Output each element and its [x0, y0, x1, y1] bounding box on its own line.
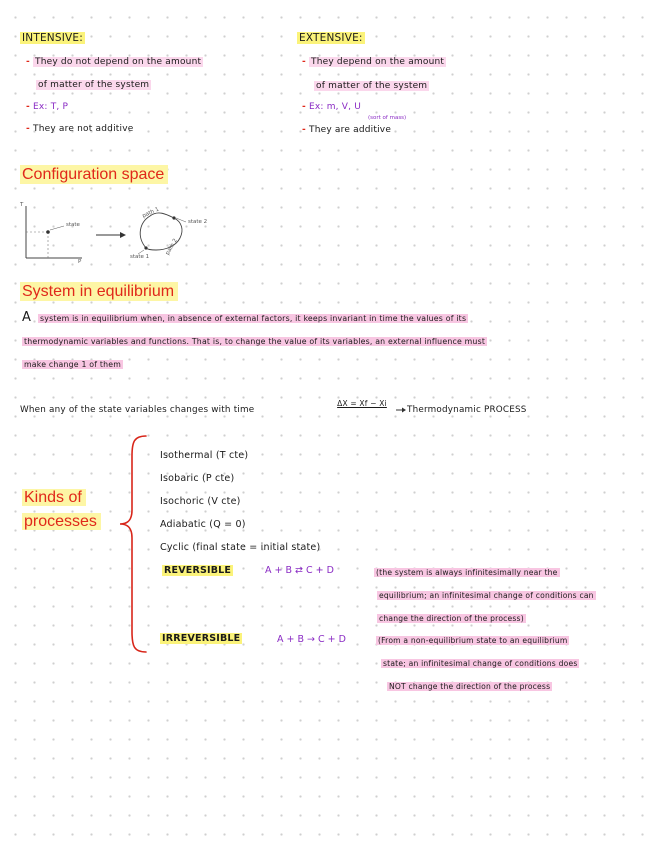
- equilibrium-dropcap: A: [22, 310, 31, 325]
- process-arrow-icon: [396, 406, 406, 414]
- intensive-bullet-1-cont: of matter of the system: [38, 80, 150, 90]
- kinds-item-isobaric: Isobaric (P cte): [160, 473, 235, 484]
- config-space-title: Configuration space: [20, 164, 168, 184]
- intensive-bullet-3: - They are not additive: [26, 124, 134, 134]
- configuration-space-figure: [16, 200, 226, 270]
- irreversible-desc-2: state; an infinitesimal change of conditions does: [383, 659, 578, 668]
- reversible-label: REVERSIBLE: [164, 565, 232, 576]
- equilibrium-line-3: make change 1 of them: [24, 360, 122, 369]
- process-result: Thermodynamic PROCESS: [407, 405, 527, 415]
- reversible-desc-1: (the system is always infinitesimally near the: [376, 568, 558, 577]
- config-state1-label: state 1: [130, 254, 150, 260]
- intensive-bullet-1: - They do not depend on the amount: [26, 57, 202, 67]
- process-fraction: ΔX = Xf − Xi: [337, 399, 387, 408]
- kinds-item-isothermal: Isothermal (T cte): [160, 450, 249, 461]
- config-axis-y-label: T: [20, 202, 24, 208]
- kinds-item-cyclic: Cyclic (final state = initial state): [160, 542, 321, 553]
- config-state-label: state: [66, 222, 80, 228]
- extensive-bullet-3: - They are additive: [302, 125, 392, 135]
- config-axis-x-label: P: [78, 259, 82, 265]
- reversible-equation: A + B ⇄ C + D: [265, 565, 334, 576]
- extensive-bullet-1: - They depend on the amount: [302, 57, 445, 67]
- reversible-desc-3: change the direction of the process): [379, 614, 524, 623]
- extensive-bullet-1-cont: of matter of the system: [316, 81, 428, 91]
- irreversible-desc-3: NOT change the direction of the process: [389, 682, 551, 691]
- extensive-bullet-2: - Ex: m, V, U: [302, 102, 362, 112]
- kinds-title: Kinds of processes: [22, 486, 101, 534]
- irreversible-label: IRREVERSIBLE: [162, 633, 241, 644]
- intensive-bullet-2: - Ex: T, P: [26, 102, 69, 112]
- reversible-desc-2: equilibrium; an infinitesimal change of conditions can: [379, 591, 594, 600]
- config-state2-label: state 2: [188, 219, 208, 225]
- kinds-item-adiabatic: Adiabatic (Q = 0): [160, 519, 246, 530]
- equilibrium-title: System in equilibrium: [20, 281, 178, 301]
- equilibrium-line-2: thermodynamic variables and functions. That is, to change the value of its variables, an external influence must: [24, 337, 486, 346]
- process-line-text: When any of the state variables changes with time: [20, 405, 255, 415]
- equilibrium-line-1: system is in equilibrium when, in absence of external factors, it keeps invariant in time the values of its: [40, 314, 467, 323]
- config-path2-label: path 2: [164, 237, 179, 257]
- config-path1-label: path 1: [141, 206, 161, 220]
- irreversible-equation: A + B → C + D: [277, 634, 346, 645]
- intensive-heading: INTENSIVE:: [22, 32, 83, 44]
- kinds-item-isochoric: Isochoric (V cte): [160, 496, 241, 507]
- extensive-heading: EXTENSIVE:: [299, 32, 363, 44]
- brace-icon: [116, 432, 150, 658]
- irreversible-desc-1: (From a non-equilibrium state to an equilibrium: [378, 636, 568, 645]
- extensive-note: (sort of mass): [368, 115, 407, 121]
